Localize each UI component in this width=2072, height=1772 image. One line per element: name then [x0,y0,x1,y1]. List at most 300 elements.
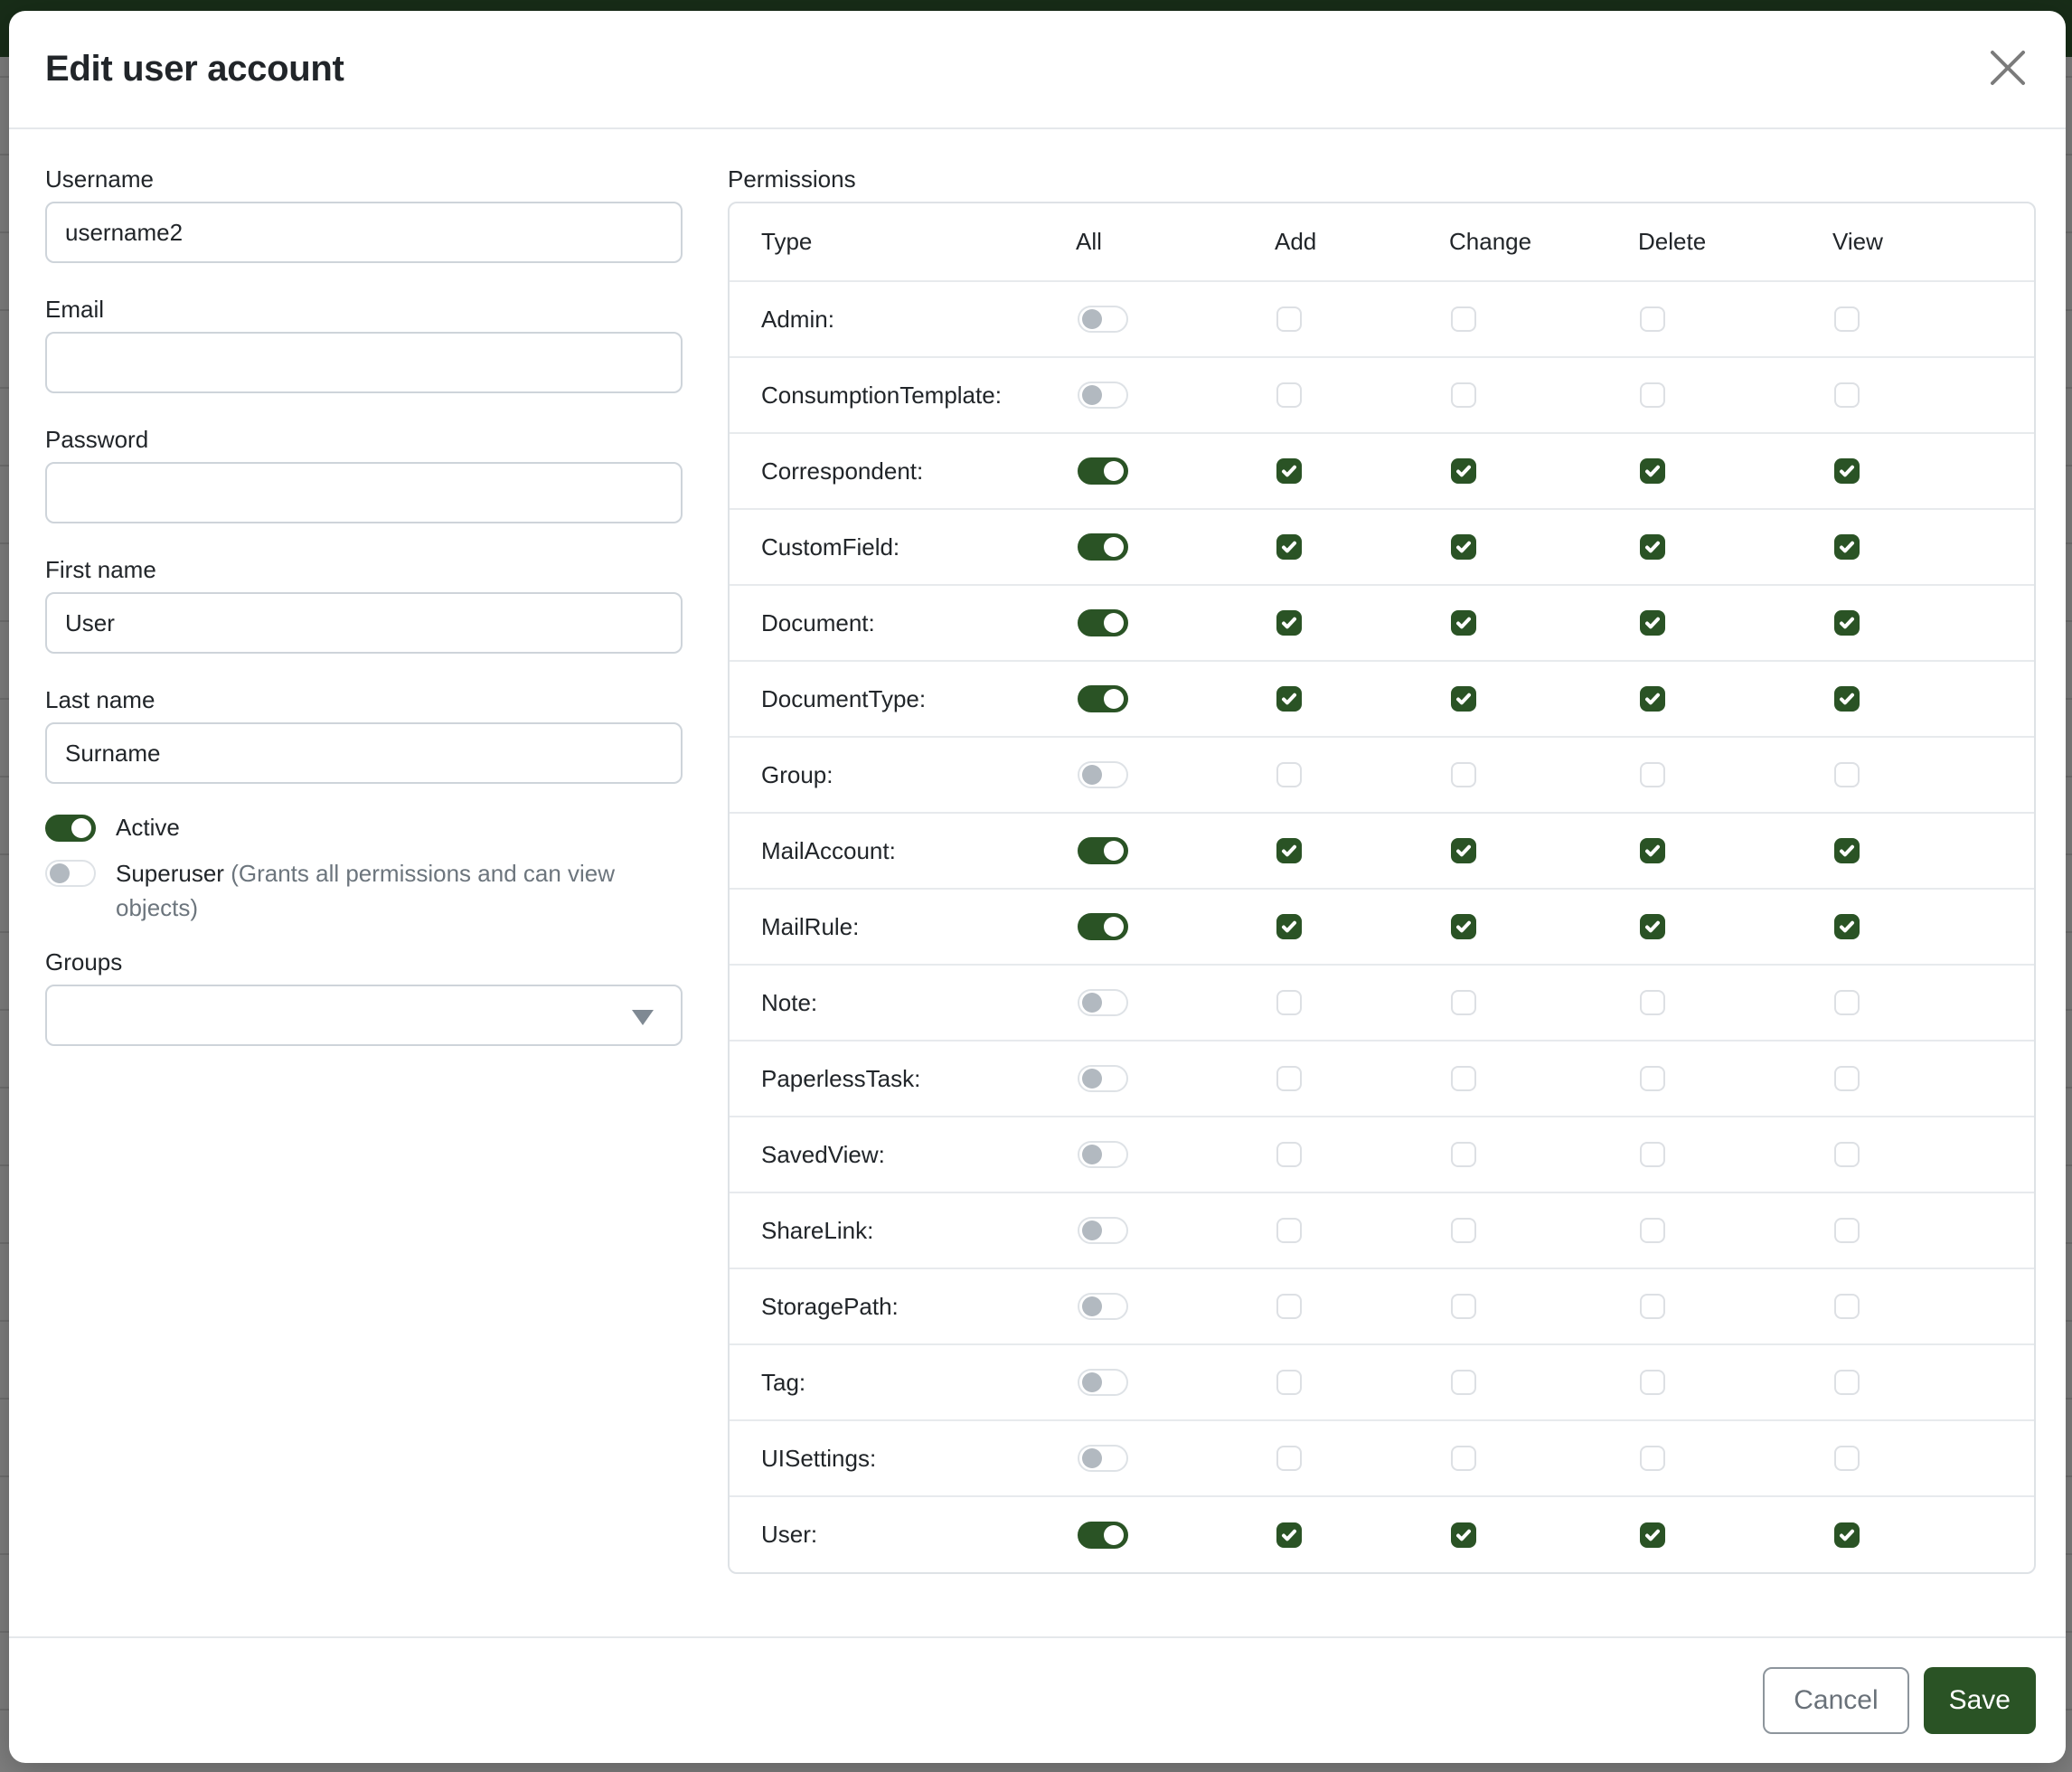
cell-add [1275,737,1449,813]
toggle-knob [71,818,91,838]
uisettings-delete-checkbox[interactable] [1640,1446,1665,1471]
cell-all [1076,813,1275,889]
modal-header [9,11,2066,129]
active-label: Active [116,814,180,841]
user-change-checkbox[interactable] [1451,1522,1476,1548]
cell-delete [1638,1192,1832,1268]
customfield-change-checkbox[interactable] [1451,534,1476,560]
email-group [45,296,683,393]
cell-view [1832,1496,2034,1572]
sharelink-view-checkbox[interactable] [1834,1218,1860,1243]
document-delete-checkbox[interactable] [1640,610,1665,636]
last-name-input[interactable] [45,722,683,784]
admin-add-checkbox[interactable] [1276,306,1302,332]
paperlesstask-change-checkbox[interactable] [1451,1066,1476,1091]
cell-add [1275,357,1449,433]
last-name-group [45,686,683,784]
cell-change [1449,661,1638,737]
check-icon [1643,614,1662,632]
permission-type-label: MailRule: [761,912,860,940]
column-header-view: View [1832,228,1883,255]
permission-row-customfield [730,509,2034,585]
customfield-add-checkbox[interactable] [1276,534,1302,560]
cell-view [1832,661,2034,737]
cell-add [1275,1268,1449,1344]
cell-view [1832,357,2034,433]
toggle-knob [1104,1525,1124,1545]
mailaccount-all-toggle[interactable] [1078,837,1128,864]
username-input[interactable] [45,202,683,263]
cell-add [1275,1041,1449,1117]
mailaccount-view-checkbox[interactable] [1834,838,1860,863]
check-icon [1643,462,1662,480]
consumptiontemplate-change-checkbox[interactable] [1451,382,1476,408]
permission-type-label: Correspondent: [761,457,924,485]
storagepath-delete-checkbox[interactable] [1640,1294,1665,1319]
group-delete-checkbox[interactable] [1640,762,1665,787]
cell-change [1449,1496,1638,1572]
cell-view [1832,737,2034,813]
superuser-text [116,857,649,925]
admin-view-checkbox[interactable] [1834,306,1860,332]
cell-all [1076,1496,1275,1572]
cell-delete [1638,1496,1832,1572]
note-all-toggle[interactable] [1078,989,1128,1016]
savedview-view-checkbox[interactable] [1834,1142,1860,1167]
cell-add [1275,1344,1449,1420]
toggle-knob [1104,537,1124,557]
cell-change [1449,433,1638,509]
sharelink-change-checkbox[interactable] [1451,1218,1476,1243]
document-add-checkbox[interactable] [1276,610,1302,636]
active-row [45,814,683,842]
admin-all-toggle[interactable] [1078,306,1128,333]
cell-change [1449,357,1638,433]
mailrule-change-checkbox[interactable] [1451,914,1476,939]
cell-all [1076,1344,1275,1420]
cell-view [1832,889,2034,965]
cell-all [1076,585,1275,661]
mailaccount-delete-checkbox[interactable] [1640,838,1665,863]
email-label: Email [45,296,105,323]
cell-delete [1638,661,1832,737]
cell-delete [1638,1041,1832,1117]
first-name-group [45,556,683,654]
tag-change-checkbox[interactable] [1451,1370,1476,1395]
email-input[interactable] [45,332,683,393]
permission-row-mailrule [730,889,2034,965]
cell-delete [1638,1420,1832,1496]
close-button[interactable] [1983,44,2033,95]
user-all-toggle[interactable] [1078,1522,1128,1549]
toggle-knob [1082,1145,1102,1164]
cell-all [1076,357,1275,433]
cell-add [1275,1192,1449,1268]
superuser-row [45,857,683,925]
save-button[interactable]: Save [1924,1667,2036,1734]
cell-add [1275,281,1449,357]
column-header-all: All [1076,228,1102,255]
cell-add [1275,1420,1449,1496]
cell-view [1832,1192,2034,1268]
mailrule-delete-checkbox[interactable] [1640,914,1665,939]
modal-footer [9,1636,2066,1763]
group-add-checkbox[interactable] [1276,762,1302,787]
toggle-knob [1082,385,1102,405]
mailrule-all-toggle[interactable] [1078,913,1128,940]
edit-user-modal [9,11,2066,1763]
check-icon [1838,1526,1856,1544]
permission-row-user [730,1496,2034,1572]
check-icon [1280,842,1298,860]
toggle-knob [1104,689,1124,709]
uisettings-change-checkbox[interactable] [1451,1446,1476,1471]
storagepath-all-toggle[interactable] [1078,1293,1128,1320]
user-form [45,165,683,1636]
sharelink-delete-checkbox[interactable] [1640,1218,1665,1243]
group-change-checkbox[interactable] [1451,762,1476,787]
permission-type-label: CustomField: [761,533,900,561]
cell-delete [1638,585,1832,661]
correspondent-delete-checkbox[interactable] [1640,458,1665,484]
correspondent-change-checkbox[interactable] [1451,458,1476,484]
cell-change [1449,813,1638,889]
permissions-section [728,165,2036,1636]
toggle-knob [1104,917,1124,937]
cell-add [1275,509,1449,585]
cell-delete [1638,737,1832,813]
groups-group [45,948,683,1046]
permission-row-uisettings [730,1420,2034,1496]
savedview-add-checkbox[interactable] [1276,1142,1302,1167]
username-group [45,165,683,263]
superuser-label: Superuser [116,860,224,887]
tag-all-toggle[interactable] [1078,1369,1128,1396]
check-icon [1643,690,1662,708]
consumptiontemplate-all-toggle[interactable] [1078,382,1128,409]
savedview-change-checkbox[interactable] [1451,1142,1476,1167]
document-all-toggle[interactable] [1078,609,1128,636]
uisettings-add-checkbox[interactable] [1276,1446,1302,1471]
mailrule-view-checkbox[interactable] [1834,914,1860,939]
permission-row-storagepath [730,1268,2034,1344]
cell-change [1449,281,1638,357]
storagepath-add-checkbox[interactable] [1276,1294,1302,1319]
cell-add [1275,889,1449,965]
savedview-delete-checkbox[interactable] [1640,1142,1665,1167]
check-icon [1455,918,1473,936]
admin-change-checkbox[interactable] [1451,306,1476,332]
cell-add [1275,433,1449,509]
superuser-hint: (Grants all permissions and can view objects) [116,860,616,921]
cell-change [1449,737,1638,813]
permission-row-documenttype [730,661,2034,737]
cell-change [1449,1117,1638,1192]
cell-all [1076,1117,1275,1192]
check-icon [1643,842,1662,860]
permission-row-sharelink [730,1192,2034,1268]
paperlesstask-view-checkbox[interactable] [1834,1066,1860,1091]
cell-all [1076,1268,1275,1344]
check-icon [1280,918,1298,936]
permission-type-label: MailAccount: [761,836,896,864]
cell-change [1449,585,1638,661]
password-input[interactable] [45,462,683,523]
user-view-checkbox[interactable] [1834,1522,1860,1548]
customfield-all-toggle[interactable] [1078,533,1128,561]
check-icon [1455,690,1473,708]
tag-add-checkbox[interactable] [1276,1370,1302,1395]
consumptiontemplate-delete-checkbox[interactable] [1640,382,1665,408]
check-icon [1280,462,1298,480]
groups-label: Groups [45,948,123,976]
note-view-checkbox[interactable] [1834,990,1860,1015]
note-delete-checkbox[interactable] [1640,990,1665,1015]
cell-delete [1638,965,1832,1041]
cell-view [1832,281,2034,357]
cell-all [1076,965,1275,1041]
mailaccount-add-checkbox[interactable] [1276,838,1302,863]
cell-add [1275,585,1449,661]
permissions-card [728,202,2036,1574]
permission-row-paperlesstask [730,1041,2034,1117]
cell-view [1832,433,2034,509]
check-icon [1838,462,1856,480]
groups-select[interactable] [45,985,683,1046]
cell-all [1076,1041,1275,1117]
correspondent-all-toggle[interactable] [1078,457,1128,485]
check-icon [1455,462,1473,480]
column-header-delete: Delete [1638,228,1707,255]
uisettings-view-checkbox[interactable] [1834,1446,1860,1471]
cell-delete [1638,813,1832,889]
column-header-type: Type [761,228,813,255]
cell-all [1076,737,1275,813]
permission-type-label: Tag: [761,1368,806,1396]
storagepath-change-checkbox[interactable] [1451,1294,1476,1319]
paperlesstask-all-toggle[interactable] [1078,1065,1128,1092]
cell-view [1832,965,2034,1041]
cell-change [1449,1192,1638,1268]
toggle-knob [1082,1221,1102,1240]
permission-row-group [730,737,2034,813]
cell-view [1832,813,2034,889]
cell-view [1832,509,2034,585]
superuser-toggle[interactable] [45,860,96,887]
customfield-delete-checkbox[interactable] [1640,534,1665,560]
permission-type-label: StoragePath: [761,1292,899,1320]
user-add-checkbox[interactable] [1276,1522,1302,1548]
permission-type-label: SavedView: [761,1140,885,1168]
cell-delete [1638,509,1832,585]
cell-delete [1638,1268,1832,1344]
paperlesstask-delete-checkbox[interactable] [1640,1066,1665,1091]
check-icon [1643,918,1662,936]
cell-add [1275,965,1449,1041]
check-icon [1280,614,1298,632]
check-icon [1455,614,1473,632]
cell-change [1449,509,1638,585]
cell-view [1832,585,2034,661]
cell-delete [1638,1344,1832,1420]
column-header-change: Change [1449,228,1532,255]
permission-type-label: Admin: [761,305,834,333]
toggle-knob [1082,309,1102,329]
permission-type-label: PaperlessTask: [761,1064,921,1092]
mailrule-add-checkbox[interactable] [1276,914,1302,939]
permissions-table-body [730,281,2034,1572]
note-add-checkbox[interactable] [1276,990,1302,1015]
check-icon [1280,1526,1298,1544]
permission-type-label: Note: [761,988,818,1016]
check-icon [1280,690,1298,708]
toggle-knob [1082,1372,1102,1392]
storagepath-view-checkbox[interactable] [1834,1294,1860,1319]
paperlesstask-add-checkbox[interactable] [1276,1066,1302,1091]
mailaccount-change-checkbox[interactable] [1451,838,1476,863]
customfield-view-checkbox[interactable] [1834,534,1860,560]
permission-type-label: Document: [761,608,875,636]
user-delete-checkbox[interactable] [1640,1522,1665,1548]
permission-type-label: User: [761,1521,818,1548]
group-view-checkbox[interactable] [1834,762,1860,787]
toggle-knob [1082,1069,1102,1089]
toggle-knob [1082,1448,1102,1468]
documenttype-change-checkbox[interactable] [1451,686,1476,712]
last-name-label: Last name [45,686,155,713]
note-change-checkbox[interactable] [1451,990,1476,1015]
cell-all [1076,661,1275,737]
cell-change [1449,1268,1638,1344]
savedview-all-toggle[interactable] [1078,1141,1128,1168]
cell-view [1832,1344,2034,1420]
cell-all [1076,889,1275,965]
document-view-checkbox[interactable] [1834,610,1860,636]
cell-delete [1638,1117,1832,1192]
toggle-knob [1082,993,1102,1013]
cell-all [1076,509,1275,585]
permission-row-correspondent [730,433,2034,509]
cell-view [1832,1268,2034,1344]
group-all-toggle[interactable] [1078,761,1128,788]
toggle-knob [1082,1296,1102,1316]
documenttype-add-checkbox[interactable] [1276,686,1302,712]
check-icon [1643,1526,1662,1544]
correspondent-view-checkbox[interactable] [1834,458,1860,484]
toggle-knob [50,863,70,883]
cell-add [1275,1496,1449,1572]
permission-type-label: ConsumptionTemplate: [761,381,1002,409]
document-change-checkbox[interactable] [1451,610,1476,636]
check-icon [1455,1526,1473,1544]
cell-change [1449,889,1638,965]
check-icon [1838,842,1856,860]
permission-row-mailaccount [730,813,2034,889]
permission-row-document [730,585,2034,661]
permission-type-label: UISettings: [761,1444,877,1472]
check-icon [1838,614,1856,632]
cell-add [1275,661,1449,737]
cell-delete [1638,281,1832,357]
permissions-header-row [730,203,2034,281]
modal-body [9,129,2066,1636]
check-icon [1455,538,1473,556]
check-icon [1280,538,1298,556]
toggle-knob [1104,841,1124,861]
sharelink-add-checkbox[interactable] [1276,1218,1302,1243]
consumptiontemplate-view-checkbox[interactable] [1834,382,1860,408]
cell-all [1076,433,1275,509]
admin-delete-checkbox[interactable] [1640,306,1665,332]
cell-all [1076,1420,1275,1496]
close-icon [1987,47,2029,91]
toggle-knob [1104,613,1124,633]
cell-view [1832,1041,2034,1117]
cell-add [1275,1117,1449,1192]
permission-type-label: Group: [761,760,834,788]
permissions-table [730,203,2034,1572]
tag-delete-checkbox[interactable] [1640,1370,1665,1395]
modal-title: Edit user account [45,49,344,89]
cell-delete [1638,433,1832,509]
permission-row-savedview [730,1117,2034,1192]
chevron-down-icon [632,1010,654,1025]
permission-type-label: ShareLink: [761,1216,874,1244]
documenttype-delete-checkbox[interactable] [1640,686,1665,712]
password-label: Password [45,426,149,453]
toggle-knob [1082,765,1102,785]
cell-all [1076,1192,1275,1268]
permission-row-admin [730,281,2034,357]
first-name-input[interactable] [45,592,683,654]
column-header-add: Add [1275,228,1317,255]
cancel-button[interactable]: Cancel [1763,1667,1908,1734]
cell-view [1832,1117,2034,1192]
documenttype-view-checkbox[interactable] [1834,686,1860,712]
cell-delete [1638,889,1832,965]
correspondent-add-checkbox[interactable] [1276,458,1302,484]
cell-change [1449,1420,1638,1496]
password-group [45,426,683,523]
permission-row-consumptiontemplate [730,357,2034,433]
permission-type-label: DocumentType: [761,684,927,712]
consumptiontemplate-add-checkbox[interactable] [1276,382,1302,408]
permission-row-tag [730,1344,2034,1420]
first-name-label: First name [45,556,156,583]
check-icon [1455,842,1473,860]
username-label: Username [45,165,154,193]
cell-delete [1638,357,1832,433]
check-icon [1838,918,1856,936]
sharelink-all-toggle[interactable] [1078,1217,1128,1244]
uisettings-all-toggle[interactable] [1078,1445,1128,1472]
cell-add [1275,813,1449,889]
permission-row-note [730,965,2034,1041]
check-icon [1838,538,1856,556]
documenttype-all-toggle[interactable] [1078,685,1128,712]
toggle-knob [1104,461,1124,481]
check-icon [1643,538,1662,556]
cell-all [1076,281,1275,357]
cell-change [1449,1344,1638,1420]
check-icon [1838,690,1856,708]
active-toggle[interactable] [45,815,96,842]
permissions-label: Permissions [728,165,856,193]
cell-change [1449,965,1638,1041]
cell-view [1832,1420,2034,1496]
cell-change [1449,1041,1638,1117]
tag-view-checkbox[interactable] [1834,1370,1860,1395]
